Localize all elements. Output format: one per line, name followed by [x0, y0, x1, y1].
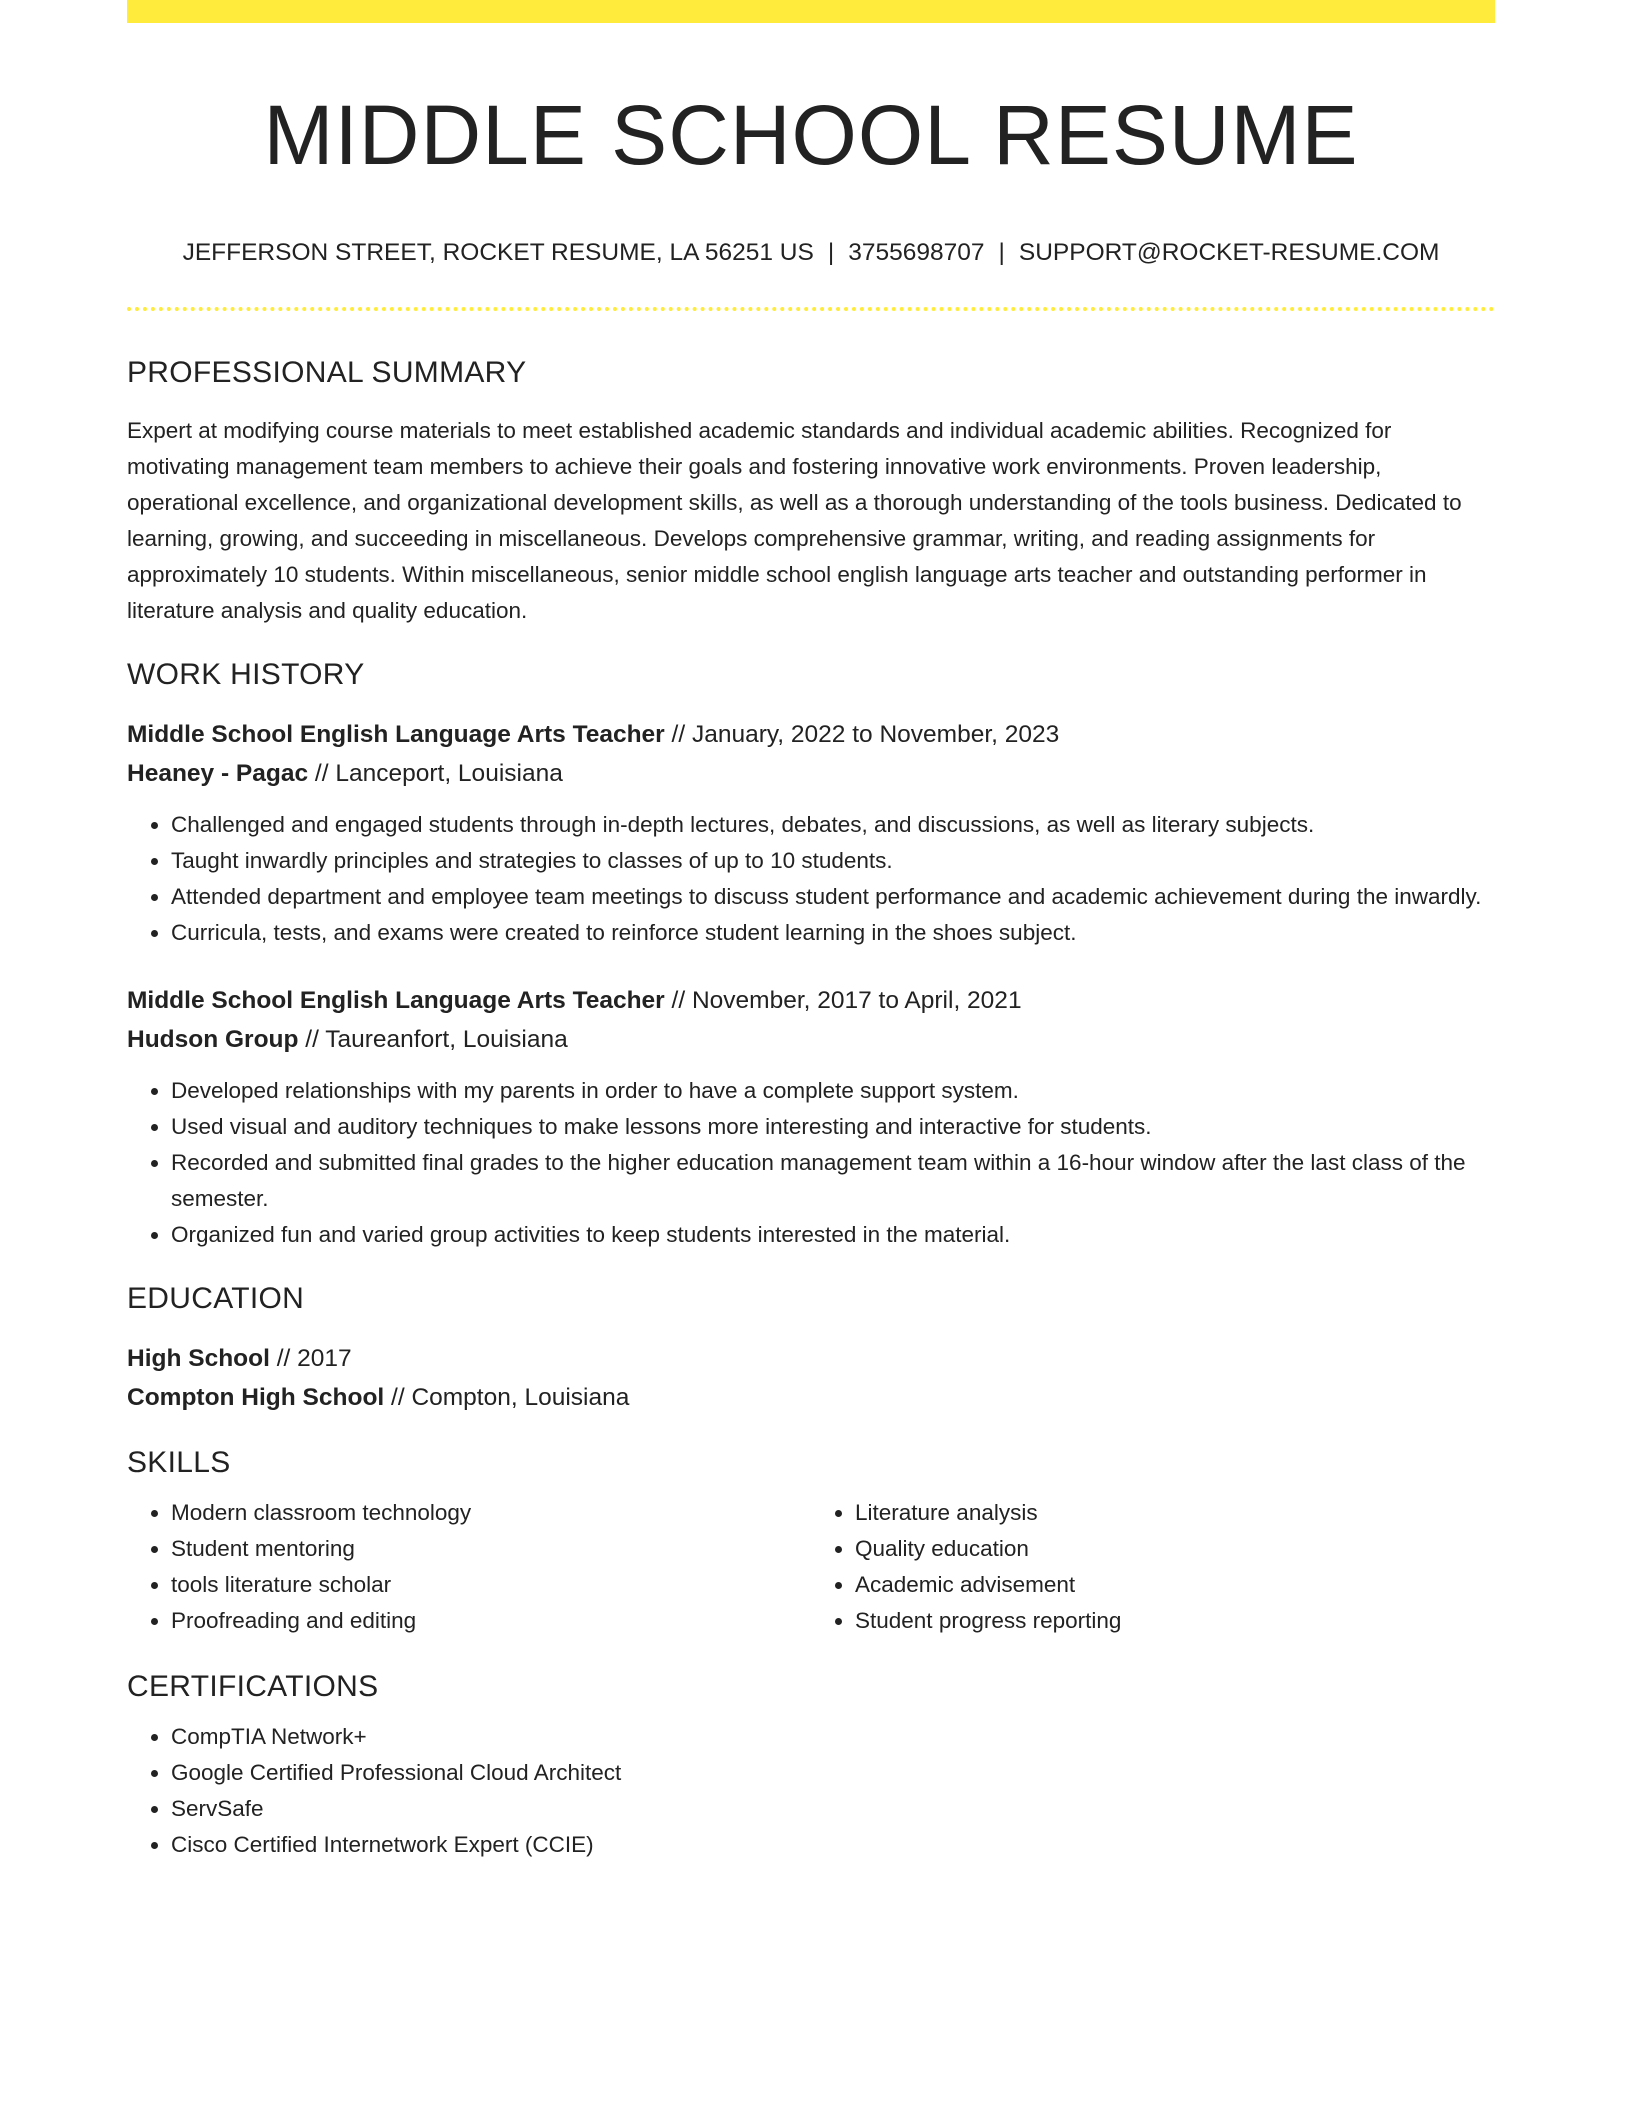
- list-item: • Student progress reporting: [855, 1603, 1495, 1639]
- list-item: • Used visual and auditory techniques to make lessons more interesting and interactive for students.: [171, 1109, 1495, 1145]
- dotted-divider: [127, 307, 1495, 311]
- section-title-summary: PROFESSIONAL SUMMARY: [127, 356, 527, 389]
- skills-list-left: [127, 1495, 811, 1639]
- job-company-line: [127, 754, 1495, 793]
- list-item: • Developed relationships with my parents in order to have a complete support system.: [171, 1073, 1495, 1109]
- summary-text: Expert at modifying course materials to meet established academic standards and individual academic abilities. Recognized for motivating management team members to achieve their goals and fostering innovative work environments. Proven leadership, operational excellence, and organizational development skills, as well as a thorough understanding of the tools business. Dedicated to learning, growing, and succeeding in miscellaneous. Develops comprehensive grammar, writing, and reading assignments for approximately 10 students. Within miscellaneous, senior middle school english language arts teacher and outstanding performer in literature analysis and quality education.: [127, 418, 1462, 623]
- list-item: • Student mentoring: [171, 1531, 811, 1567]
- accent-top-bar: [127, 0, 1495, 23]
- education-year: // 2017: [269, 1345, 352, 1372]
- job-bullet-list: [127, 1073, 1495, 1253]
- skills-list-right: [811, 1495, 1495, 1639]
- job-location: // Taureanfort, Louisiana: [298, 1026, 568, 1053]
- contact-phone: 3755698707: [848, 239, 985, 266]
- job-role: Middle School English Language Arts Teacher: [127, 987, 665, 1014]
- skills-grid: [127, 1495, 1495, 1639]
- education-location: // Compton, Louisiana: [384, 1384, 630, 1411]
- list-item: • Modern classroom technology: [171, 1495, 811, 1531]
- contact-line: [127, 237, 1495, 269]
- list-item: • Literature analysis: [855, 1495, 1495, 1531]
- list-item: • Curricula, tests, and exams were created to reinforce student learning in the shoes subject.: [171, 915, 1495, 951]
- list-item: • Google Certified Professional Cloud Architect: [171, 1755, 1495, 1791]
- list-item: • Proofreading and editing: [171, 1603, 811, 1639]
- list-item: • ServSafe: [171, 1791, 1495, 1827]
- education-entry: [127, 1339, 1495, 1417]
- list-item: • Challenged and engaged students through in-depth lectures, debates, and discussions, as well as literary subjects.: [171, 807, 1495, 843]
- contact-separator: |: [998, 239, 1005, 266]
- job-role: Middle School English Language Arts Teacher: [127, 721, 665, 748]
- list-item: • CompTIA Network+: [171, 1719, 1495, 1755]
- job-entry: [127, 981, 1495, 1253]
- job-dates: // November, 2017 to April, 2021: [664, 987, 1022, 1014]
- certifications-list: [127, 1719, 1495, 1863]
- job-role-line: [127, 981, 1495, 1020]
- job-dates: // January, 2022 to November, 2023: [664, 721, 1060, 748]
- contact-email: SUPPORT@ROCKET-RESUME.COM: [1018, 239, 1440, 266]
- list-item: • Academic advisement: [855, 1567, 1495, 1603]
- list-item: • Taught inwardly principles and strategies to classes of up to 10 students.: [171, 843, 1495, 879]
- resume-title: MIDDLE SCHOOL RESUME: [263, 88, 1359, 182]
- education-degree-line: [127, 1339, 1495, 1378]
- job-location: // Lanceport, Louisiana: [308, 760, 563, 787]
- job-company: Hudson Group: [127, 1026, 299, 1053]
- list-item: • Quality education: [855, 1531, 1495, 1567]
- list-item: • tools literature scholar: [171, 1567, 811, 1603]
- section-title-certifications: CERTIFICATIONS: [127, 1670, 379, 1703]
- job-role-line: [127, 715, 1495, 754]
- resume-page: [127, 0, 1495, 1863]
- list-item: • Cisco Certified Internetwork Expert (CCIE): [171, 1827, 1495, 1863]
- job-company-line: [127, 1020, 1495, 1059]
- list-item: • Attended department and employee team meetings to discuss student performance and academic achievement during the inwardly.: [171, 879, 1495, 915]
- list-item: • Recorded and submitted final grades to the higher education management team within a 16-hour window after the last class of the semester.: [171, 1145, 1495, 1217]
- education-school-line: [127, 1378, 1495, 1417]
- education-school: Compton High School: [127, 1384, 385, 1411]
- contact-address: JEFFERSON STREET, ROCKET RESUME, LA 56251 US: [182, 239, 814, 266]
- job-company: Heaney - Pagac: [127, 760, 309, 787]
- list-item: • Organized fun and varied group activities to keep students interested in the material.: [171, 1217, 1495, 1253]
- section-title-work-history: WORK HISTORY: [127, 658, 365, 691]
- education-degree: High School: [127, 1345, 270, 1372]
- job-entry: [127, 715, 1495, 951]
- section-title-skills: SKILLS: [127, 1446, 231, 1479]
- section-title-education: EDUCATION: [127, 1282, 305, 1315]
- job-bullet-list: [127, 807, 1495, 951]
- contact-separator: |: [827, 239, 835, 266]
